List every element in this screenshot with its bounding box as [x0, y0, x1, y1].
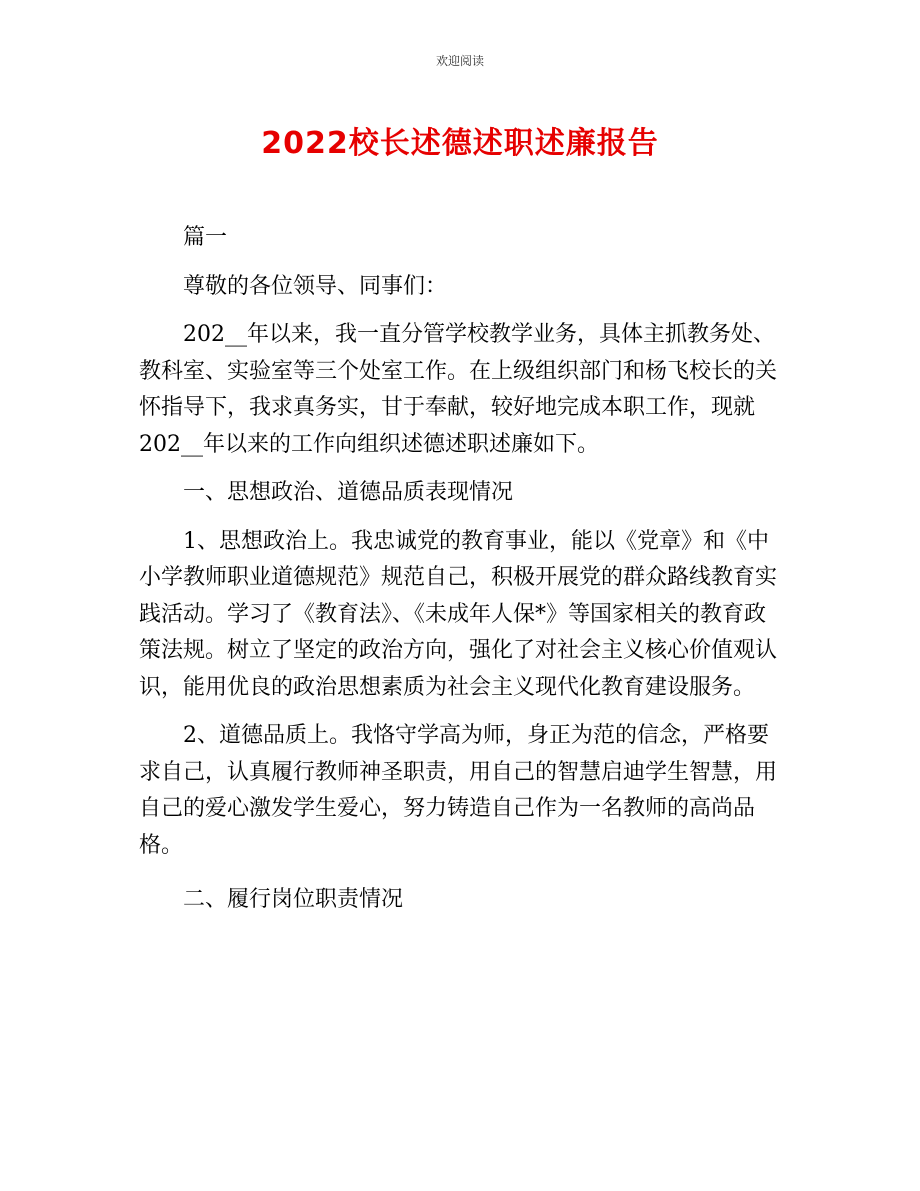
heading-section-1: 一、思想政治、道德品质表现情况 [183, 480, 514, 505]
paragraph-moral: 2、道德品质上。我恪守学高为师，身正为范的信念，严格要求自己，认真履行教师神圣职责，用自己的智慧启迪学生智慧，用自己的爱心激发学生爱心，努力铸造自己作为一名教师的高尚品格。 [139, 723, 778, 858]
document-body [139, 208, 779, 919]
document-title: 2022校长述德述职述廉报告 [261, 126, 659, 161]
paragraph-political: 1、思想政治上。我忠诚党的教育事业，能以《党章》和《中小学教师职业道德规范》规范自己，积极开展党的群众路线教育实践活动。学习了《教育法》、《未成年人保*》等国家相关的教育政策法规。树立了坚定的政治方向，强化了对社会主义核心价值观认识，能用优良的政治思想素质为社会主义现代化教育建设服务。 [139, 528, 778, 700]
salutation: 尊敬的各位领导、同事们： [183, 273, 448, 299]
section-label: 篇一 [183, 225, 228, 250]
heading-section-2: 二、履行岗位职责情况 [183, 887, 404, 912]
paragraph-intro: 202__年以来，我一直分管学校教学业务，具体主抓教务处、教科室、实验室等三个处室工作。在上级组织部门和杨飞校长的关怀指导下，我求真务实，甘于奉献，较好地完成本职工作，现就202__年以来的工作向组织述德述职述廉如下。 [139, 322, 778, 457]
header-note: 欢迎阅读 [435, 54, 484, 68]
